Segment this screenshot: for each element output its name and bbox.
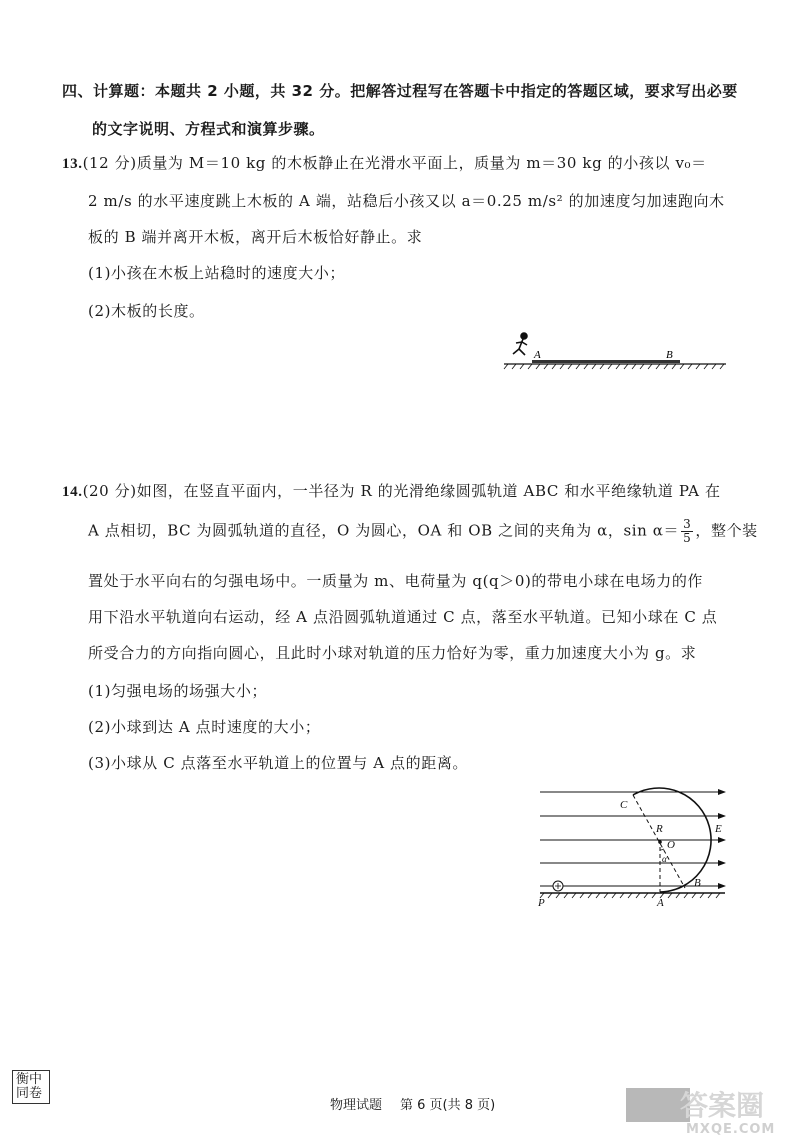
q14-sub3: (3)小球从 C 点落至水平轨道上的位置与 A 点的距离。: [88, 754, 469, 772]
label-b: B: [694, 877, 701, 889]
footer-title: 物理试题: [330, 1098, 383, 1113]
ground-hatching: [504, 364, 724, 369]
watermark-url: MXQE.COM: [686, 1122, 776, 1137]
q14-line1: 14.(20 分)如图，在竖直平面内，一半径为 R 的光滑绝缘圆弧轨道 ABC 和水平绝缘轨道 PA 在: [62, 482, 721, 500]
q14-line4: 用下沿水平轨道向右运动，经 A 点沿圆弧轨道通过 C 点，落至水平轨道。已知小球在 C 点: [88, 608, 718, 626]
label-alpha: α: [662, 854, 667, 864]
label-p: P: [538, 897, 545, 909]
q13-sub1: (1)小孩在木板上站稳时的速度大小；: [88, 264, 346, 282]
q14-sub1: (1)匀强电场的场强大小；: [88, 682, 268, 700]
publisher-logo: 衡中 同卷: [12, 1070, 50, 1104]
label-c: C: [620, 799, 628, 811]
track-hatching: [540, 893, 720, 898]
label-e: E: [715, 823, 722, 835]
q13-figure: [500, 328, 730, 376]
center-point: [658, 840, 662, 844]
q14-line2: A 点相切，BC 为圆弧轨道的直径，O 为圆心，OA 和 OB 之间的夹角为 α，sin α＝ $\frac{3}{5}$ ，整个装: [88, 517, 758, 545]
q14-sub2: (2)小球到达 A 点时速度的大小；: [88, 718, 321, 736]
q14-figure: [530, 780, 740, 910]
q13-line3: 板的 B 端并离开木板，离开后木板恰好静止。求: [88, 228, 423, 246]
q13-label-a: A: [534, 349, 541, 361]
label-a: A: [657, 897, 664, 909]
q13-label-b: B: [666, 349, 673, 361]
q13-line1: 13.(12 分)质量为 M＝10 kg 的木板静止在光滑水平面上，质量为 m＝30 kg 的小孩以 v₀＝: [62, 154, 707, 172]
electric-field-lines: [540, 792, 725, 886]
charged-ball-icon: [553, 881, 563, 891]
sin-alpha-fraction: $\frac{3}{5}$: [683, 517, 692, 545]
q13-line2: 2 m/s 的水平速度跳上木板的 A 端，站稳后小孩又以 a＝0.25 m/s² 的加速度匀加速跑向木: [88, 192, 725, 210]
q14-line3: 置处于水平向右的匀强电场中。一质量为 m、电荷量为 q(q＞0)的带电小球在电场力的作: [88, 572, 704, 590]
watermark-logo: 答案圈: [680, 1089, 765, 1122]
angle-arc: [660, 849, 664, 850]
q14-number: 14.: [62, 484, 83, 500]
q14-line5: 所受合力的方向指向圆心，且此时小球对轨道的压力恰好为零，重力加速度大小为 g。求: [88, 644, 697, 662]
label-r: R: [656, 823, 663, 835]
section-heading-line1: 四、计算题：本题共 2 小题，共 32 分。把解答过程写在答题卡中指定的答题区域，要求写出必要: [62, 82, 738, 100]
running-child-icon: [513, 333, 527, 355]
section-heading-line2: 的文字说明、方程式和演算步骤。: [92, 120, 325, 138]
label-o: O: [667, 839, 675, 851]
q13-number: 13.: [62, 156, 83, 172]
wooden-board: [532, 360, 680, 363]
footer-page-number: 第 6 页(共 8 页): [400, 1098, 496, 1113]
q13-sub2: (2)木板的长度。: [88, 302, 205, 320]
